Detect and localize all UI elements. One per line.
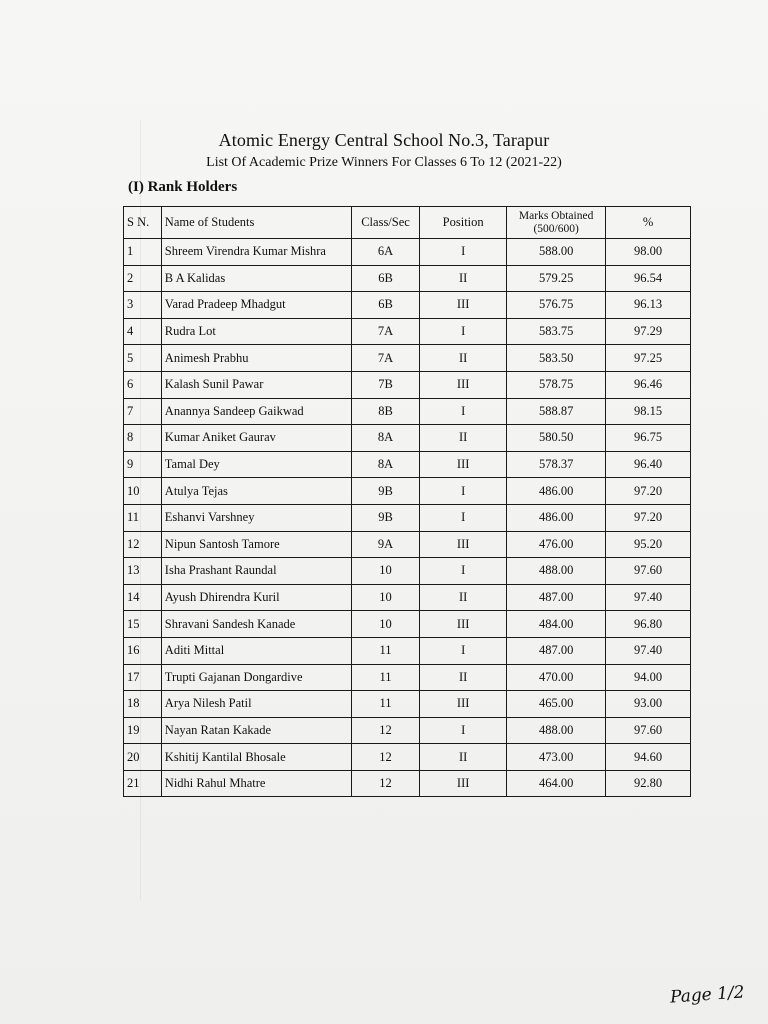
cell-name: B A Kalidas: [161, 265, 351, 292]
cell-sn: 19: [124, 717, 162, 744]
table-row: [124, 292, 691, 319]
cell-percent: 98.15: [606, 398, 691, 425]
cell-percent: 96.54: [606, 265, 691, 292]
table-row: [124, 531, 691, 558]
cell-name: Shreem Virendra Kumar Mishra: [161, 239, 351, 266]
column-header-percent: %: [606, 207, 691, 239]
cell-position: III: [420, 292, 507, 319]
cell-class: 9B: [351, 478, 419, 505]
cell-name: Arya Nilesh Patil: [161, 691, 351, 718]
cell-marks: 580.50: [507, 425, 606, 452]
cell-sn: 3: [124, 292, 162, 319]
table-row: [124, 744, 691, 771]
cell-name: Trupti Gajanan Dongardive: [161, 664, 351, 691]
cell-marks: 583.50: [507, 345, 606, 372]
column-header-position: Position: [420, 207, 507, 239]
cell-position: II: [420, 265, 507, 292]
cell-name: Nayan Ratan Kakade: [161, 717, 351, 744]
cell-class: 8B: [351, 398, 419, 425]
cell-sn: 17: [124, 664, 162, 691]
cell-marks: 470.00: [507, 664, 606, 691]
cell-name: Kshitij Kantilal Bhosale: [161, 744, 351, 771]
list-title: List Of Academic Prize Winners For Classes 6 To 12 (2021-22): [206, 155, 562, 170]
cell-position: III: [420, 770, 507, 797]
cell-position: III: [420, 371, 507, 398]
cell-sn: 12: [124, 531, 162, 558]
cell-class: 9A: [351, 531, 419, 558]
cell-sn: 8: [124, 425, 162, 452]
cell-class: 12: [351, 744, 419, 771]
cell-name: Tamal Dey: [161, 451, 351, 478]
cell-marks: 487.00: [507, 584, 606, 611]
cell-position: II: [420, 744, 507, 771]
table-row: [124, 451, 691, 478]
cell-percent: 97.25: [606, 345, 691, 372]
cell-marks: 487.00: [507, 637, 606, 664]
cell-name: Nidhi Rahul Mhatre: [161, 770, 351, 797]
cell-marks: 588.00: [507, 239, 606, 266]
cell-sn: 20: [124, 744, 162, 771]
cell-class: 8A: [351, 451, 419, 478]
cell-class: 7B: [351, 371, 419, 398]
table-row: [124, 345, 691, 372]
cell-position: I: [420, 558, 507, 585]
table-body: [124, 239, 691, 797]
cell-position: I: [420, 318, 507, 345]
cell-position: I: [420, 398, 507, 425]
cell-name: Atulya Tejas: [161, 478, 351, 505]
cell-position: I: [420, 717, 507, 744]
column-header-sn: S N.: [124, 207, 162, 239]
cell-percent: 98.00: [606, 239, 691, 266]
cell-marks: 488.00: [507, 717, 606, 744]
cell-name: Anannya Sandeep Gaikwad: [161, 398, 351, 425]
cell-percent: 97.40: [606, 584, 691, 611]
table-row: [124, 239, 691, 266]
cell-percent: 95.20: [606, 531, 691, 558]
cell-sn: 4: [124, 318, 162, 345]
cell-percent: 97.40: [606, 637, 691, 664]
cell-marks: 576.75: [507, 292, 606, 319]
cell-position: III: [420, 611, 507, 638]
cell-position: I: [420, 504, 507, 531]
cell-percent: 96.80: [606, 611, 691, 638]
cell-sn: 2: [124, 265, 162, 292]
cell-position: III: [420, 691, 507, 718]
cell-class: 12: [351, 717, 419, 744]
cell-class: 9B: [351, 504, 419, 531]
table-row: [124, 265, 691, 292]
column-header-marks: [507, 207, 606, 239]
cell-class: 12: [351, 770, 419, 797]
table-row: [124, 611, 691, 638]
cell-marks: 486.00: [507, 478, 606, 505]
cell-class: 10: [351, 558, 419, 585]
cell-position: II: [420, 584, 507, 611]
school-title: Atomic Energy Central School No.3, Tarapur: [218, 130, 550, 150]
table-row: [124, 664, 691, 691]
cell-name: Ayush Dhirendra Kuril: [161, 584, 351, 611]
cell-sn: 6: [124, 371, 162, 398]
cell-sn: 14: [124, 584, 162, 611]
cell-position: II: [420, 345, 507, 372]
cell-position: I: [420, 478, 507, 505]
cell-name: Kumar Aniket Gaurav: [161, 425, 351, 452]
cell-percent: 96.75: [606, 425, 691, 452]
table-row: [124, 425, 691, 452]
cell-position: III: [420, 531, 507, 558]
cell-sn: 18: [124, 691, 162, 718]
cell-position: I: [420, 637, 507, 664]
cell-class: 6B: [351, 292, 419, 319]
cell-percent: 96.46: [606, 371, 691, 398]
cell-sn: 11: [124, 504, 162, 531]
table-row: [124, 371, 691, 398]
table-row: [124, 478, 691, 505]
cell-marks: 583.75: [507, 318, 606, 345]
cell-percent: 97.20: [606, 504, 691, 531]
table-row: [124, 558, 691, 585]
cell-marks: 464.00: [507, 770, 606, 797]
cell-name: Kalash Sunil Pawar: [161, 371, 351, 398]
cell-percent: 94.60: [606, 744, 691, 771]
cell-marks: 465.00: [507, 691, 606, 718]
cell-marks: 578.75: [507, 371, 606, 398]
table-row: [124, 504, 691, 531]
handwritten-page-note: Page 1/2: [669, 982, 746, 1008]
cell-sn: 10: [124, 478, 162, 505]
cell-sn: 7: [124, 398, 162, 425]
table-row: [124, 584, 691, 611]
cell-percent: 97.20: [606, 478, 691, 505]
cell-class: 10: [351, 584, 419, 611]
table-header-row: [124, 207, 691, 239]
cell-percent: 93.00: [606, 691, 691, 718]
cell-percent: 96.40: [606, 451, 691, 478]
table-row: [124, 637, 691, 664]
cell-sn: 15: [124, 611, 162, 638]
cell-name: Aditi Mittal: [161, 637, 351, 664]
table-row: [124, 691, 691, 718]
cell-sn: 13: [124, 558, 162, 585]
cell-name: Shravani Sandesh Kanade: [161, 611, 351, 638]
table-row: [124, 398, 691, 425]
marks-header-line2: (500/600): [533, 222, 579, 235]
cell-name: Rudra Lot: [161, 318, 351, 345]
cell-marks: 588.87: [507, 398, 606, 425]
cell-percent: 92.80: [606, 770, 691, 797]
cell-marks: 579.25: [507, 265, 606, 292]
cell-position: II: [420, 664, 507, 691]
cell-sn: 5: [124, 345, 162, 372]
cell-percent: 94.00: [606, 664, 691, 691]
cell-sn: 9: [124, 451, 162, 478]
cell-class: 7A: [351, 345, 419, 372]
cell-marks: 578.37: [507, 451, 606, 478]
cell-sn: 21: [124, 770, 162, 797]
cell-name: Eshanvi Varshney: [161, 504, 351, 531]
cell-name: Nipun Santosh Tamore: [161, 531, 351, 558]
rank-holders-table: [123, 206, 691, 797]
cell-position: II: [420, 425, 507, 452]
cell-sn: 16: [124, 637, 162, 664]
cell-class: 11: [351, 691, 419, 718]
cell-class: 8A: [351, 425, 419, 452]
cell-position: I: [420, 239, 507, 266]
cell-class: 11: [351, 664, 419, 691]
cell-class: 6A: [351, 239, 419, 266]
cell-class: 11: [351, 637, 419, 664]
cell-name: Isha Prashant Raundal: [161, 558, 351, 585]
marks-header-line1: Marks Obtained: [518, 209, 594, 222]
cell-percent: 97.29: [606, 318, 691, 345]
cell-class: 7A: [351, 318, 419, 345]
column-header-class: Class/Sec: [351, 207, 419, 239]
section-title: (I) Rank Holders: [128, 179, 238, 195]
cell-marks: 476.00: [507, 531, 606, 558]
cell-percent: 97.60: [606, 558, 691, 585]
cell-class: 6B: [351, 265, 419, 292]
cell-percent: 96.13: [606, 292, 691, 319]
cell-position: III: [420, 451, 507, 478]
cell-marks: 486.00: [507, 504, 606, 531]
cell-name: Varad Pradeep Mhadgut: [161, 292, 351, 319]
table-row: [124, 318, 691, 345]
cell-marks: 484.00: [507, 611, 606, 638]
cell-name: Animesh Prabhu: [161, 345, 351, 372]
cell-marks: 473.00: [507, 744, 606, 771]
table-row: [124, 770, 691, 797]
cell-marks: 488.00: [507, 558, 606, 585]
column-header-name: Name of Students: [161, 207, 351, 239]
cell-sn: 1: [124, 239, 162, 266]
table-row: [124, 717, 691, 744]
cell-class: 10: [351, 611, 419, 638]
cell-percent: 97.60: [606, 717, 691, 744]
